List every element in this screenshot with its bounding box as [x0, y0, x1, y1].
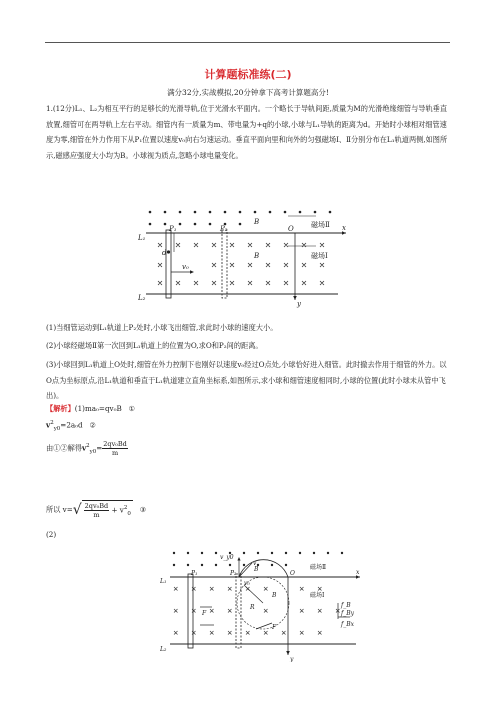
fig2-label-fB: f_B — [341, 602, 351, 609]
eq4-plus: + v — [111, 505, 124, 515]
eq2-rhs: =2a₀d — [60, 420, 83, 430]
solution-line-4: 所以 v=√ $\frac{\text{2qv₀Bd}}{m}$ + $v^2_0$ ③ — [46, 502, 147, 519]
equation-3-number: ③ — [139, 505, 147, 514]
question-3: (3)小球回到L₁轨道上O处时,细管在外力控制下也刚好以速度v₀经过O点处,小球恰好进入细管。此时撤去作用于细管的外力。以O点为坐标原点,沿L₁轨道和垂直于L₁轨道建立直角坐标系,如图所示,求小球和细管速度相同时,小球的位置(此时小球未从管中飞出)。 — [46, 360, 447, 400]
label-P1: P₁ — [169, 225, 177, 233]
fig2-label-y: y — [290, 656, 294, 662]
eq2-sub: y0 — [53, 425, 61, 432]
label-P2: P₂ — [220, 225, 228, 233]
fig2-label-B2: B — [272, 592, 277, 599]
eq4-sub: 0 — [127, 510, 131, 517]
eq4-numerator: 2qv₀Bd — [84, 502, 109, 510]
fig2-label-fBy: f_By — [341, 610, 355, 617]
eq3-fraction — [102, 440, 128, 457]
label-B-top: B — [254, 218, 260, 226]
fig2-label-O: O — [290, 570, 295, 577]
fig2-label-F2: F — [272, 624, 277, 631]
solution-tag: 【解析】 — [46, 404, 75, 413]
page-subtitle: 满分32分,实战模拟,20分钟拿下高考计算题高分! — [167, 88, 329, 97]
label-L1: L₁ — [138, 234, 146, 242]
solution-line-3: 由①②解得$v^2_{y0}=$ $\frac{\text{2qv₀Bd}}{m}$ — [46, 440, 127, 457]
equation-2-number: ② — [89, 420, 96, 430]
part-2-label: (2) — [46, 530, 57, 539]
equation-1-number: ① — [128, 404, 136, 413]
equation-1: (1)ma₀=qv₀B — [74, 404, 122, 413]
eq3-prefix: 由①②解得 — [46, 443, 82, 453]
label-v0: v₀ — [182, 263, 189, 271]
fig2-label-B1: B — [254, 566, 259, 573]
eq2-v: v — [46, 420, 51, 430]
page-title: 计算题标准练(二) — [204, 68, 292, 81]
fig2-label-v0: v₀ — [244, 580, 250, 587]
question-2: (2)小球经磁场Ⅱ第一次回到L₁轨道上的位置为O,求O和P₂间的距离。 — [46, 341, 263, 350]
fig2-label-vy0: v_y0 — [220, 554, 234, 561]
field-dots — [149, 211, 332, 226]
fig2-label-R: R — [250, 604, 255, 611]
fig2-label-F1: F — [202, 610, 207, 617]
fig2-label-P1: P₁ — [191, 570, 198, 577]
eq4-prefix: 所以 v= — [46, 505, 73, 514]
eq3-v: v — [81, 443, 87, 453]
label-O: O — [288, 225, 294, 233]
eq3-sub: y0 — [89, 448, 97, 455]
fig2-label-P2: P₂ — [230, 570, 237, 577]
fig2-label-L2: L₂ — [160, 646, 167, 653]
figure-1-magnetic-field — [138, 206, 350, 310]
label-B-bottom: B — [254, 252, 260, 260]
label-d: d — [162, 249, 167, 257]
label-field-1: 磁场Ⅰ — [311, 252, 328, 260]
header-rule — [45, 42, 450, 43]
label-L2: L₂ — [138, 294, 146, 302]
tube-P2 — [222, 230, 227, 298]
tube-P1-fig2 — [188, 574, 193, 648]
label-field-2: 磁场Ⅱ — [311, 221, 330, 229]
trajectory-upper-arc — [239, 560, 288, 577]
fig2-label-field-1: 磁场Ⅰ — [310, 592, 325, 599]
label-y: y — [297, 300, 301, 308]
fig2-label-v: v — [253, 560, 257, 567]
eq4-fraction — [84, 502, 110, 519]
label-x: x — [342, 224, 346, 232]
eq4-denominator: m — [93, 511, 100, 519]
fig2-label-L1: L₁ — [160, 578, 167, 585]
tube-P1 — [166, 230, 171, 298]
fig2-label-fBx: f_Bx — [341, 621, 355, 628]
question-1: (1)当细管运动到L₁轨道上P₂处时,小球飞出细管,求此时小球的速度大小。 — [46, 323, 278, 332]
solution-line-1 — [46, 404, 135, 414]
eq3-numerator: 2qv₀Bd — [103, 440, 127, 448]
problem-text: 1.(12分)L₁、L₂为相互平行的足够长的光滑导轨,位于光滑水平面内。一个略长于导轨间距,质量为M的光滑绝缘细管与导轨垂直放置,细管可在两导轨上左右平动。细管内有一质量为m、带电量为+q的小球,小球与L₁导轨的距离为d。开始时小球相对细管速度为零,细管在外力作用下从P₁位置以速度v₀向右匀速运动。垂直平面向里和向外的匀强磁场Ⅰ、Ⅱ分别分布在L₁轨道两侧,如图所示,磁感应强度大小均为B。小球视为质点,忽略小球电量变化。 — [46, 104, 448, 160]
eq3-denominator: m — [111, 449, 119, 457]
tube-P2-fig2 — [236, 574, 241, 648]
fig2-label-field-2: 磁场Ⅱ — [310, 564, 327, 571]
solution-line-2: $v^2_{y0}=2a_0d$ ② — [46, 420, 96, 432]
fig2-label-x: x — [356, 569, 360, 576]
figure-2-trajectory — [160, 547, 362, 662]
